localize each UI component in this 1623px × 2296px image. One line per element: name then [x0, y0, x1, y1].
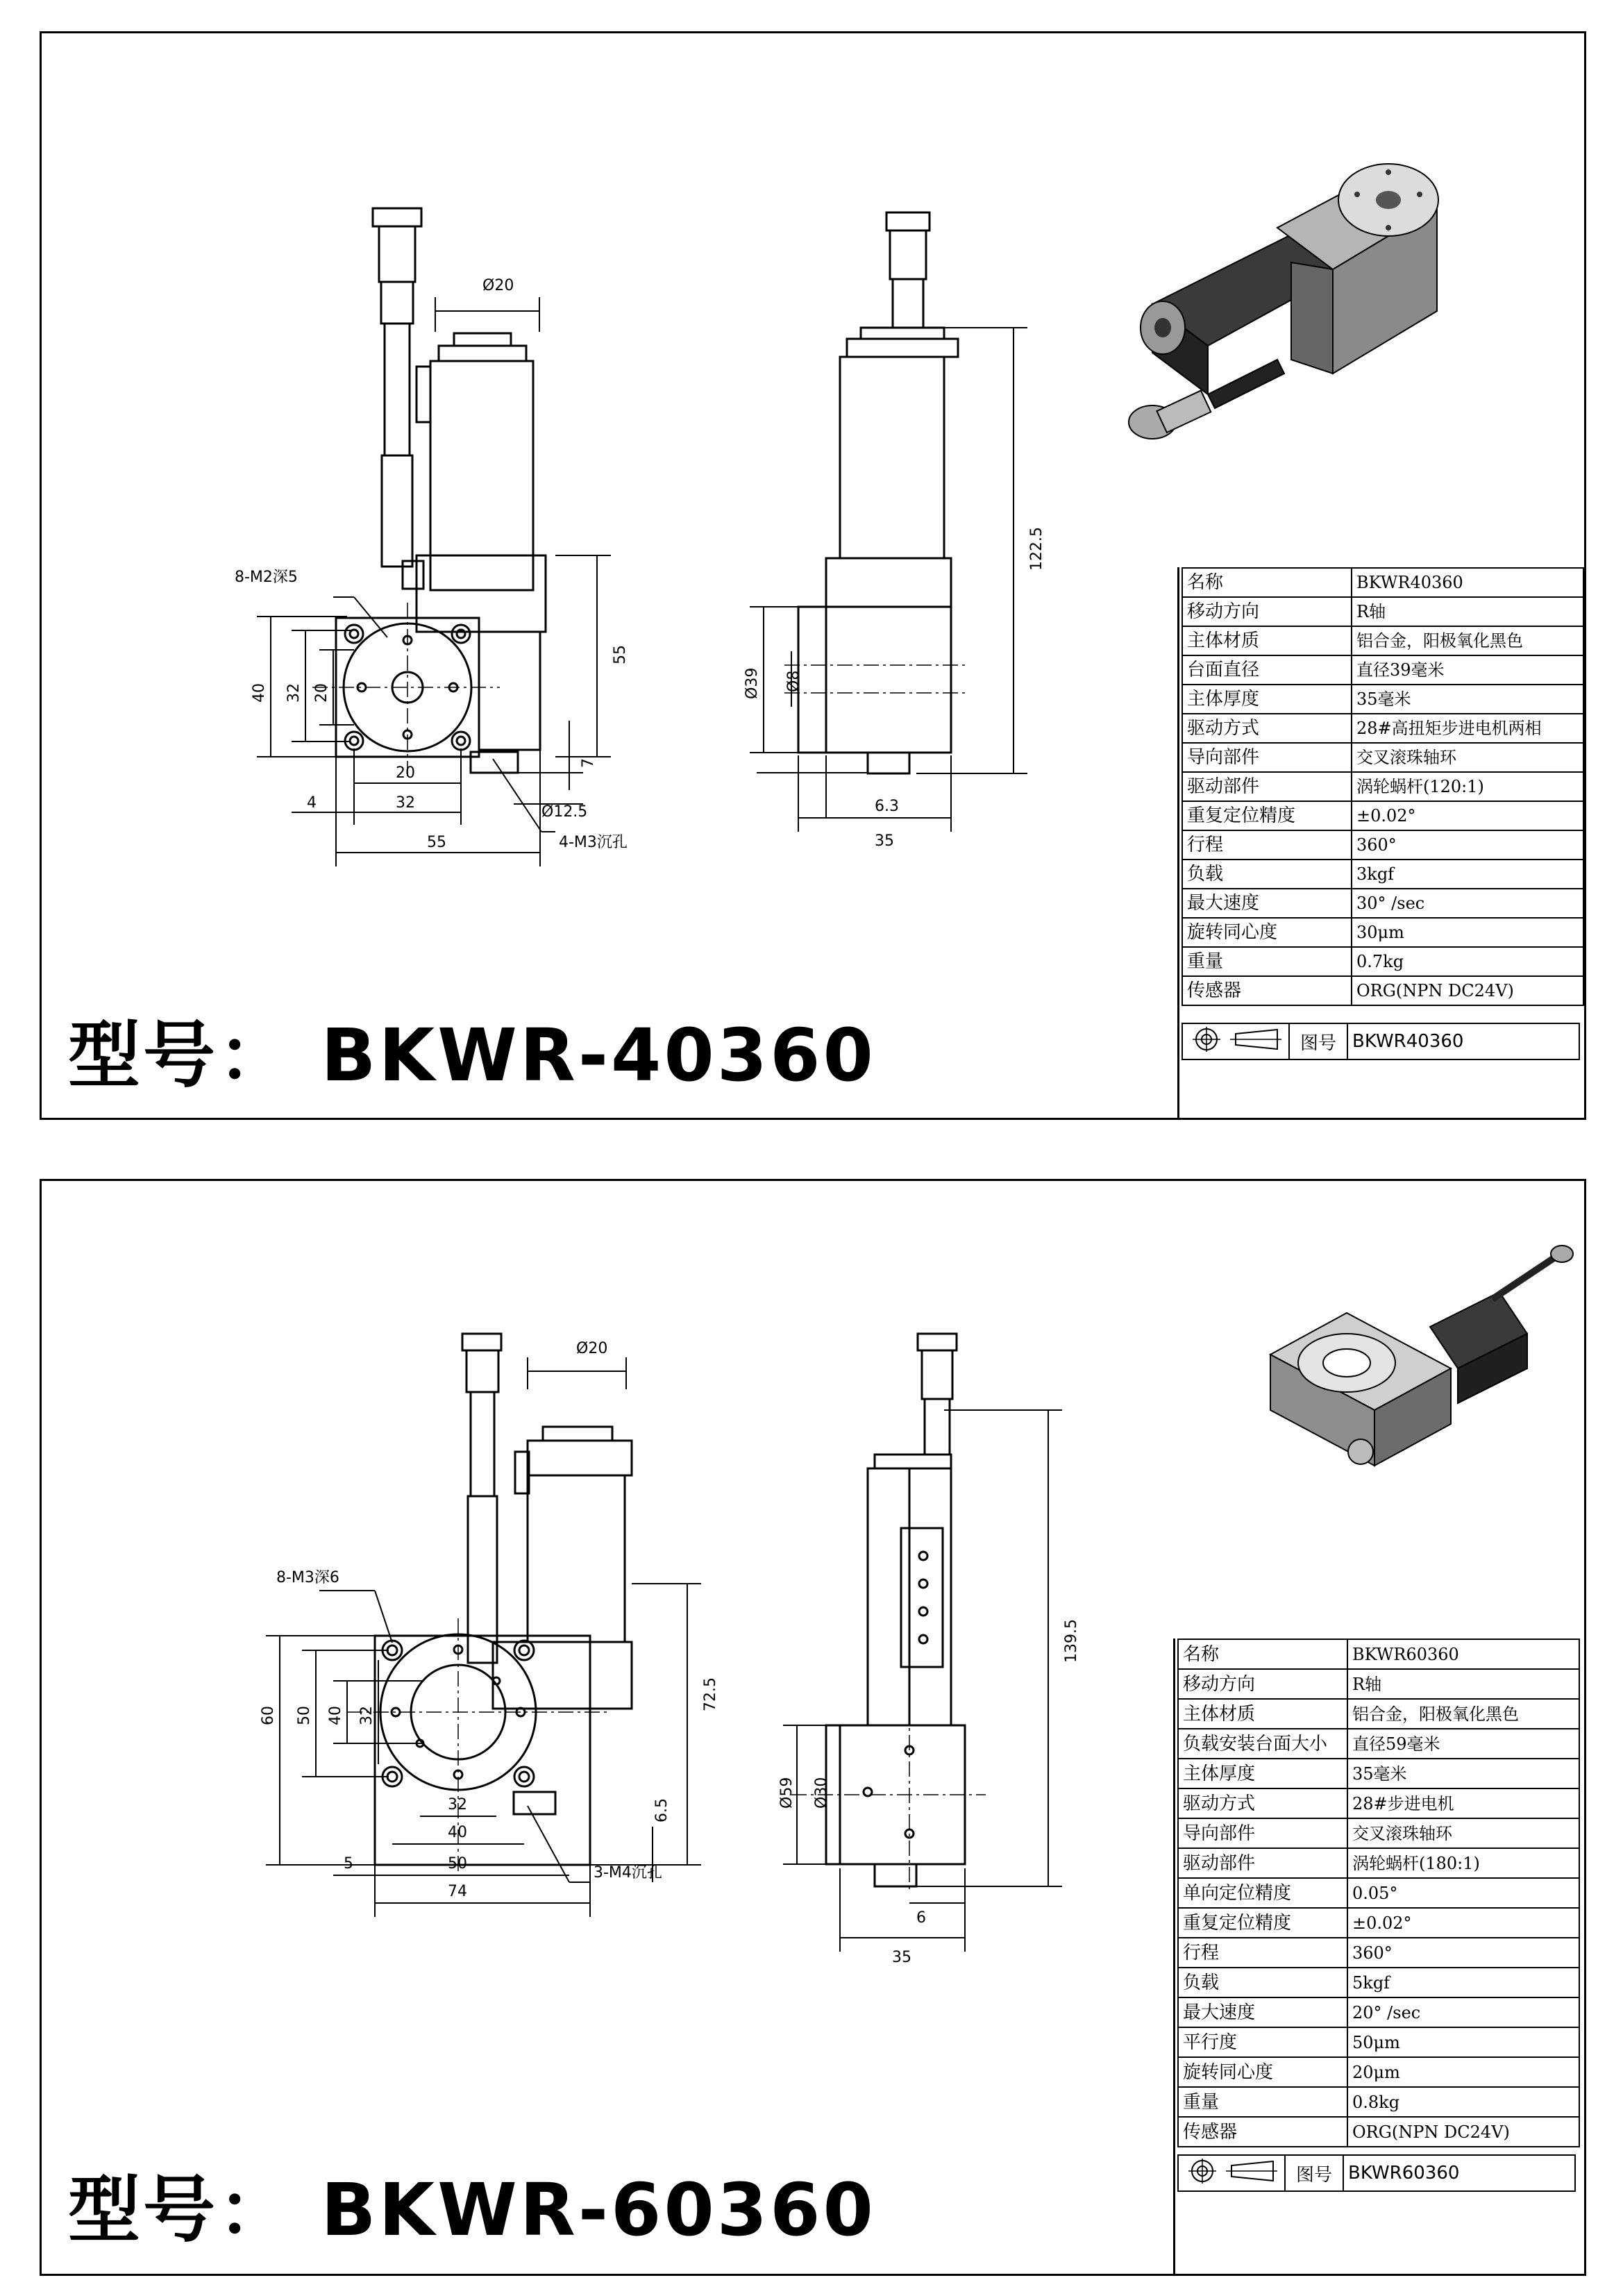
spec-key: 重复定位精度 — [1182, 801, 1352, 830]
spec-value: 3kgf — [1352, 860, 1583, 889]
spec-value: 涡轮蜗杆(120:1) — [1352, 772, 1583, 801]
spec-value: 35毫米 — [1352, 685, 1583, 714]
dim-w32: 32 — [448, 1796, 467, 1813]
spec-key: 旋转同心度 — [1178, 2057, 1347, 2087]
dim-h60: 60 — [260, 1706, 277, 1725]
spec-value: 28#高扭矩步进电机两相 — [1352, 714, 1583, 743]
dim-phi-shaft: Ø20 — [576, 1340, 608, 1357]
spec-key: 移动方向 — [1182, 597, 1352, 626]
drawing-sheet-bkwr40360 — [40, 31, 1586, 1120]
dim-w55: 55 — [427, 834, 446, 851]
model-title: 型号： BKWR-60360 — [68, 2168, 876, 2252]
spec-value: ORG(NPN DC24V) — [1347, 2117, 1579, 2147]
drawing-no-label: 图号 — [1285, 2155, 1343, 2191]
spec-row — [1182, 947, 1583, 976]
product-render-1 — [1129, 164, 1438, 439]
spec-key: 负载 — [1182, 860, 1352, 889]
spec-value: 30μm — [1352, 918, 1583, 947]
spec-row — [1178, 1878, 1579, 1908]
dim-w20: 20 — [396, 764, 415, 782]
dim-hole-bottom: 3-M4沉孔 — [594, 1864, 662, 1882]
spec-value: 交叉滚珠轴环 — [1352, 743, 1583, 772]
spec-row — [1182, 860, 1583, 889]
dim-h40: 40 — [251, 683, 268, 703]
spec-key: 主体厚度 — [1178, 1759, 1347, 1788]
spec-row — [1182, 685, 1583, 714]
spec-row — [1178, 1729, 1579, 1759]
product-render-2 — [1270, 1246, 1573, 1466]
dim-w5: 5 — [344, 1855, 353, 1872]
dim-hole-top: 8-M3深6 — [276, 1569, 339, 1586]
projection-symbol — [1182, 1023, 1289, 1059]
spec-value: 35毫米 — [1347, 1759, 1579, 1788]
dim-v65: 6.5 — [653, 1798, 671, 1822]
spec-value: 0.05° — [1347, 1878, 1579, 1908]
dim-phi30: Ø30 — [813, 1777, 830, 1809]
spec-value: BKWR60360 — [1347, 1639, 1579, 1669]
spec-row — [1178, 1669, 1579, 1699]
spec-key: 行程 — [1182, 830, 1352, 860]
spec-table — [1177, 1639, 1580, 2147]
spec-row — [1182, 801, 1583, 830]
spec-key: 驱动部件 — [1182, 772, 1352, 801]
dim-w35: 35 — [875, 832, 894, 850]
spec-value: 0.8kg — [1347, 2087, 1579, 2117]
dim-h40: 40 — [327, 1706, 344, 1725]
spec-value: 20° /sec — [1347, 1997, 1579, 2027]
title-block — [1177, 2154, 1576, 2192]
spec-row — [1178, 2117, 1579, 2147]
spec-value: 50μm — [1347, 2027, 1579, 2057]
first-angle-projection-icon — [1187, 1025, 1284, 1053]
spec-row — [1182, 918, 1583, 947]
spec-key: 负载 — [1178, 1968, 1347, 1997]
spec-row — [1182, 976, 1583, 1005]
spec-value: 360° — [1347, 1938, 1579, 1968]
spec-value: 0.7kg — [1352, 947, 1583, 976]
spec-value: 直径59毫米 — [1347, 1729, 1579, 1759]
dim-w63: 6.3 — [875, 798, 899, 815]
drawing-no-value: BKWR40360 — [1347, 1023, 1579, 1059]
spec-key: 重复定位精度 — [1178, 1908, 1347, 1938]
spec-row — [1182, 743, 1583, 772]
dim-h50: 50 — [296, 1706, 313, 1725]
spec-key: 移动方向 — [1178, 1669, 1347, 1699]
spec-row — [1178, 1699, 1579, 1729]
drawing-sheet-bkwr60360 — [40, 1179, 1586, 2276]
spec-key: 单向定位精度 — [1178, 1878, 1347, 1908]
model-title: 型号： BKWR-40360 — [68, 1013, 876, 1098]
spec-key: 负载安装台面大小 — [1178, 1729, 1347, 1759]
dim-h32: 32 — [285, 683, 303, 703]
dim-h32: 32 — [358, 1706, 376, 1725]
spec-key: 传感器 — [1178, 2117, 1347, 2147]
spec-value: 5kgf — [1347, 1968, 1579, 1997]
spec-key: 驱动部件 — [1178, 1848, 1347, 1878]
spec-key: 重量 — [1178, 2087, 1347, 2117]
dim-phi-shaft: Ø20 — [482, 277, 514, 294]
spec-key: 驱动方式 — [1178, 1788, 1347, 1818]
spec-value: BKWR40360 — [1352, 568, 1583, 597]
spec-value: 涡轮蜗杆(180:1) — [1347, 1848, 1579, 1878]
spec-value: 360° — [1352, 830, 1583, 860]
spec-key: 行程 — [1178, 1938, 1347, 1968]
first-angle-projection-icon — [1183, 2157, 1280, 2185]
spec-row — [1182, 830, 1583, 860]
spec-row — [1178, 2087, 1579, 2117]
spec-value: 交叉滚珠轴环 — [1347, 1818, 1579, 1848]
spec-value: 28#步进电机 — [1347, 1788, 1579, 1818]
dim-v55: 55 — [612, 645, 629, 664]
spec-value: 铝合金，阳极氧化黑色 — [1347, 1699, 1579, 1729]
dim-w32: 32 — [396, 794, 415, 812]
dim-v1395: 139.5 — [1063, 1619, 1080, 1663]
spec-key: 导向部件 — [1178, 1818, 1347, 1848]
spec-row — [1178, 2027, 1579, 2057]
spec-row — [1178, 1759, 1579, 1788]
dim-phi39: Ø39 — [743, 667, 761, 699]
spec-key: 最大速度 — [1178, 1997, 1347, 2027]
spec-value: R轴 — [1352, 597, 1583, 626]
spec-key: 台面直径 — [1182, 655, 1352, 685]
spec-value: ±0.02° — [1347, 1908, 1579, 1938]
dim-w4: 4 — [307, 794, 317, 812]
title-block-divider — [1173, 1639, 1175, 2274]
dim-w35: 35 — [892, 1949, 911, 1966]
spec-value: 直径39毫米 — [1352, 655, 1583, 685]
spec-key: 传感器 — [1182, 976, 1352, 1005]
spec-row — [1182, 772, 1583, 801]
dim-phi59: Ø59 — [778, 1777, 796, 1809]
spec-row — [1182, 714, 1583, 743]
spec-key: 最大速度 — [1182, 889, 1352, 918]
dim-phi8: Ø8 — [785, 670, 802, 692]
spec-row — [1178, 1997, 1579, 2027]
spec-value: 30° /sec — [1352, 889, 1583, 918]
dim-v1225: 122.5 — [1028, 527, 1045, 571]
spec-key: 主体材质 — [1178, 1699, 1347, 1729]
spec-row — [1178, 1938, 1579, 1968]
spec-row — [1178, 1908, 1579, 1938]
dim-phi125: Ø12.5 — [541, 803, 588, 821]
spec-value: R轴 — [1347, 1669, 1579, 1699]
spec-key: 驱动方式 — [1182, 714, 1352, 743]
spec-row — [1178, 1788, 1579, 1818]
spec-row — [1182, 597, 1583, 626]
dim-w40: 40 — [448, 1824, 467, 1841]
spec-row — [1178, 1968, 1579, 1997]
spec-key: 主体材质 — [1182, 626, 1352, 655]
spec-row — [1178, 1639, 1579, 1669]
projection-symbol — [1178, 2155, 1285, 2191]
spec-row — [1182, 889, 1583, 918]
spec-row — [1182, 568, 1583, 597]
spec-value: ±0.02° — [1352, 801, 1583, 830]
dim-w74: 74 — [448, 1883, 467, 1900]
spec-row — [1178, 1818, 1579, 1848]
drawing-no-value: BKWR60360 — [1343, 2155, 1575, 2191]
dim-v725: 72.5 — [702, 1677, 719, 1711]
spec-key: 旋转同心度 — [1182, 918, 1352, 947]
spec-key: 平行度 — [1178, 2027, 1347, 2057]
spec-row — [1182, 626, 1583, 655]
dim-hole-top: 8-M2深5 — [235, 569, 298, 586]
spec-key: 名称 — [1182, 568, 1352, 597]
spec-value: ORG(NPN DC24V) — [1352, 976, 1583, 1005]
title-block-divider — [1177, 567, 1179, 1118]
dim-h20: 20 — [313, 683, 330, 703]
title-block — [1181, 1023, 1580, 1060]
spec-value: 铝合金，阳极氧化黑色 — [1352, 626, 1583, 655]
dim-w50: 50 — [448, 1855, 467, 1872]
spec-table — [1181, 567, 1584, 1006]
dim-v7: 7 — [580, 758, 597, 768]
spec-key: 主体厚度 — [1182, 685, 1352, 714]
drawing-no-label: 图号 — [1289, 1023, 1347, 1059]
spec-row — [1178, 2057, 1579, 2087]
dim-hole-bottom: 4-M3沉孔 — [559, 834, 628, 851]
spec-row — [1182, 655, 1583, 685]
spec-key: 名称 — [1178, 1639, 1347, 1669]
dim-w6: 6 — [916, 1909, 926, 1927]
spec-row — [1178, 1848, 1579, 1878]
spec-key: 导向部件 — [1182, 743, 1352, 772]
spec-value: 20μm — [1347, 2057, 1579, 2087]
spec-key: 重量 — [1182, 947, 1352, 976]
